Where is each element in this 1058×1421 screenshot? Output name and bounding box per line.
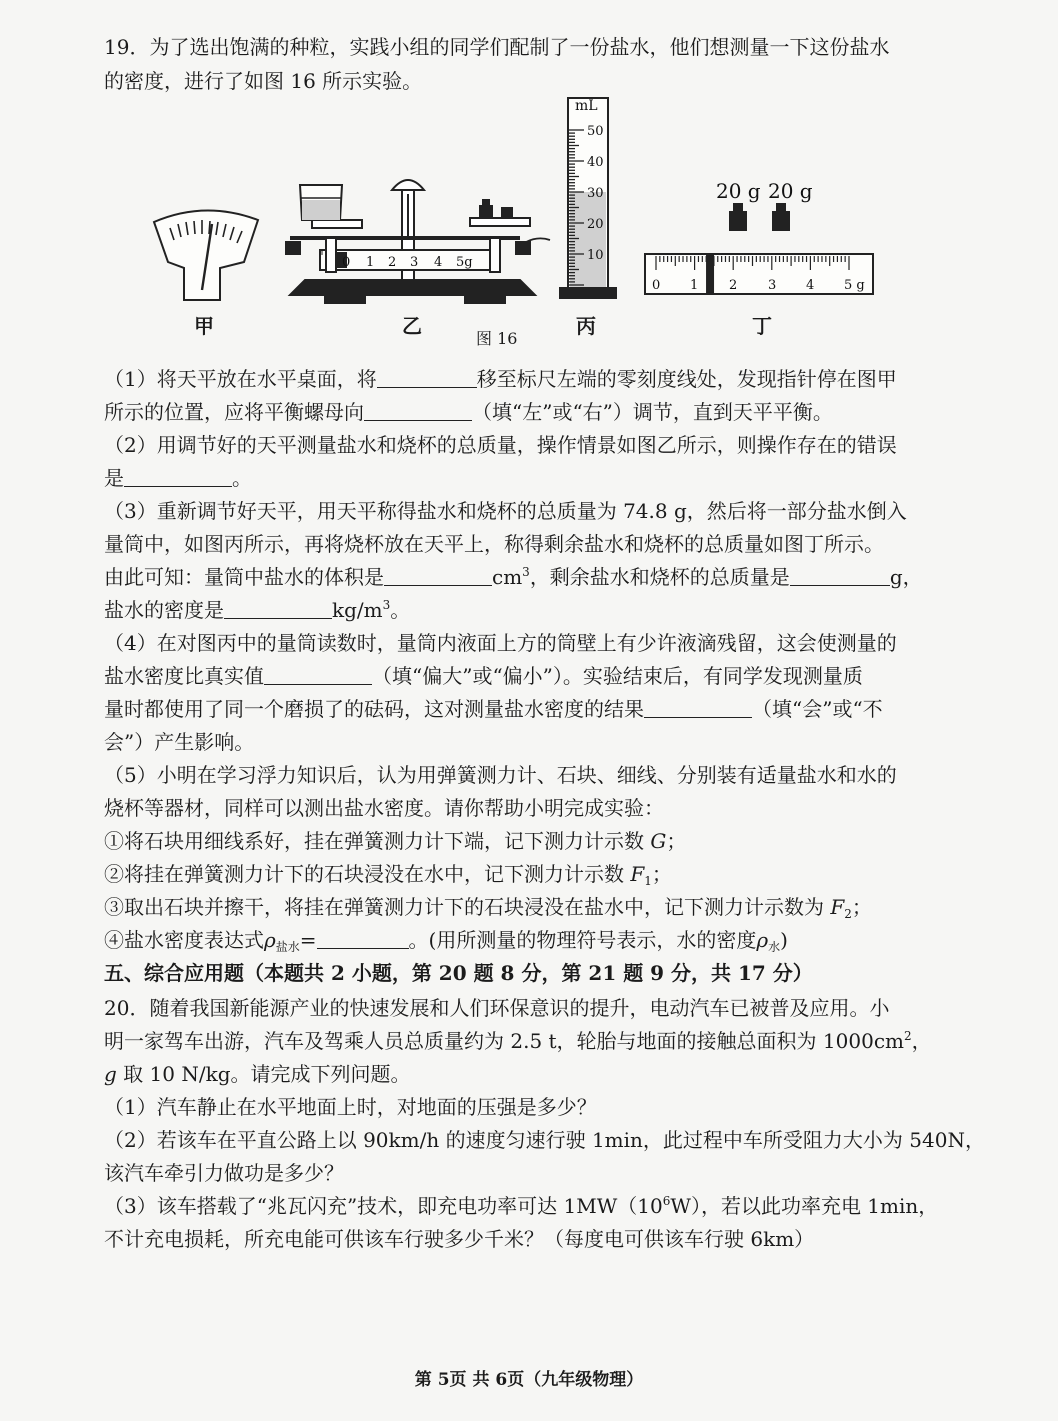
answer-blank[interactable] xyxy=(364,400,472,421)
balance-tick-4: 4 xyxy=(434,255,443,270)
figure-16 xyxy=(140,90,880,350)
q19-intro-line-2: 的密度，进行了如图 16 所示实验。 xyxy=(104,69,423,93)
text: cm xyxy=(492,565,523,589)
q19-p4-line-4: 会”）产生影响。 xyxy=(104,730,255,754)
cylinder-tick-10: 10 xyxy=(587,248,604,263)
text: （填“会”或“不 xyxy=(752,697,883,721)
superscript: 2 xyxy=(903,1029,912,1043)
q20-line-1: 20．随着我国新能源产业的快速发展和人们环保意识的提升，电动汽车已被普及应用。小 xyxy=(104,996,890,1020)
text: 所示的位置，应将平衡螺母向 xyxy=(104,400,364,424)
weights-ding xyxy=(645,204,873,294)
q19-p4-line-2 xyxy=(104,661,964,691)
subscript: 水 xyxy=(768,940,781,954)
weight-label-1: 20 g xyxy=(716,179,761,203)
symbol: g xyxy=(104,1062,117,1086)
answer-blank[interactable] xyxy=(644,697,752,718)
answer-blank[interactable] xyxy=(384,565,492,586)
q19-p5-line-1: （5）小明在学习浮力知识后，认为用弹簧测力计、石块、细线、分别装有适量盐水和水的 xyxy=(104,763,897,787)
text: （3）该车搭载了“兆瓦闪充”技术，即充电功率可达 1MW（10 xyxy=(104,1194,663,1218)
answer-blank[interactable] xyxy=(790,565,890,586)
balance-yi xyxy=(286,180,550,303)
text: kg/m xyxy=(332,598,383,622)
answer-blank[interactable] xyxy=(317,928,409,949)
dial-jia xyxy=(154,210,258,300)
q19-p1-line-2 xyxy=(104,397,964,427)
symbol: G xyxy=(650,829,667,853)
q19-p3-line-1: （3）重新调节好天平，用天平称得盐水和烧杯的总质量为 74.8 g，然后将一部分盐水倒入 xyxy=(104,499,907,523)
symbol: ρ xyxy=(756,928,769,952)
text: ④盐水密度表达式 xyxy=(104,928,264,952)
q19-p4-line-3 xyxy=(104,694,964,724)
q19-p3-line-3 xyxy=(104,562,964,592)
weight-20g-1 xyxy=(730,212,746,230)
text: ) xyxy=(780,928,788,952)
symbol: ρ xyxy=(264,928,276,952)
cylinder-tick-50: 50 xyxy=(587,124,604,139)
label-jia: 甲 xyxy=(194,314,214,338)
q20-line-2 xyxy=(104,1026,964,1056)
text: = xyxy=(299,928,317,952)
text: W），若以此功率充电 1min， xyxy=(670,1194,939,1218)
subscript: 1 xyxy=(644,874,652,888)
q20-line-3 xyxy=(104,1059,964,1089)
balance-tick-3: 3 xyxy=(410,255,419,270)
cylinder-tick-30: 30 xyxy=(587,186,604,201)
ruler-tick-5g: 5 g xyxy=(844,278,865,293)
text: 明一家驾车出游，汽车及驾乘人员总质量约为 2.5 t，轮胎与地面的接触总面积为 1000cm xyxy=(104,1029,904,1053)
text: 盐水密度比真实值 xyxy=(104,664,264,688)
q19-p3-line-2: 量筒中，如图丙所示，再将烧杯放在天平上，称得剩余盐水和烧杯的总质量如图丁所示。 xyxy=(104,532,884,556)
cylinder-unit: mL xyxy=(575,98,598,114)
text: ， xyxy=(911,1029,932,1053)
q19-p1-line-1 xyxy=(104,364,964,394)
text: 。 xyxy=(232,466,252,490)
answer-blank[interactable] xyxy=(264,664,372,685)
cylinder-liquid xyxy=(570,192,606,288)
text: 由此可知：量筒中盐水的体积是 xyxy=(104,565,384,589)
weight-label-2: 20 g xyxy=(768,179,813,203)
text: ①将石块用细线系好，挂在弹簧测力计下端，记下测力计示数 xyxy=(104,829,651,853)
answer-blank[interactable] xyxy=(224,598,332,619)
weight-labels xyxy=(716,179,813,203)
ruler-tick-3: 3 xyxy=(768,278,777,293)
text: ②将挂在弹簧测力计下的石块浸没在水中，记下测力计示数 xyxy=(104,862,631,886)
q19-intro-line-1: 19．为了选出饱满的种粒，实践小组的同学们配制了一份盐水，他们想测量一下这份盐水 xyxy=(104,35,890,59)
answer-blank[interactable] xyxy=(377,367,477,388)
q19-p5-line-2: 烧杯等器材，同样可以测出盐水密度。请你帮助小明完成实验： xyxy=(104,796,664,820)
text: （1）将天平放在水平桌面，将 xyxy=(104,367,377,391)
q20-line-7 xyxy=(104,1191,964,1221)
q19-p2-line-1: （2）用调节好的天平测量盐水和烧杯的总质量，操作情景如图乙所示，则操作存在的错误 xyxy=(104,433,897,457)
text: 移至标尺左端的零刻度线处，发现指针停在图甲 xyxy=(476,367,897,391)
text: 。 xyxy=(390,598,411,622)
ruler-tick-2: 2 xyxy=(729,278,738,293)
text: ③取出石块并擦干，将挂在弹簧测力计下的石块浸没在盐水中，记下测力计示数为 xyxy=(104,895,831,919)
superscript: 6 xyxy=(662,1194,671,1208)
text: 取 10 N/kg。请完成下列问题。 xyxy=(116,1062,411,1086)
q19-step-3 xyxy=(104,892,964,922)
q19-step-1 xyxy=(104,826,964,856)
text: ； xyxy=(651,862,672,886)
text: 是 xyxy=(104,466,124,490)
weight-20g-2 xyxy=(773,212,789,230)
superscript: 3 xyxy=(382,598,391,612)
subscript: 2 xyxy=(844,907,852,921)
q20-line-4: （1）汽车静止在水平地面上时，对地面的压强是多少？ xyxy=(104,1095,597,1119)
q19-step-2 xyxy=(104,859,964,889)
q19-p4-line-1: （4）在对图丙中的量筒读数时，量筒内液面上方的筒壁上有少许液滴残留，这会使测量的 xyxy=(104,631,897,655)
figure-caption: 图 16 xyxy=(476,329,518,348)
text: （填“偏大”或“偏小”）。实验结束后，有同学发现测量质 xyxy=(372,664,863,688)
ruler-rider xyxy=(706,254,714,294)
cylinder-tick-40: 40 xyxy=(587,155,604,170)
q20-line-8: 不计充电损耗，所充电能可供该车行驶多少千米？（每度电可供该车行驶 6km） xyxy=(104,1227,815,1251)
text: 。(用所测量的物理符号表示，水的密度 xyxy=(408,928,757,952)
balance-tick-0: 0 xyxy=(342,255,351,270)
q19-step-4 xyxy=(104,925,964,955)
ruler-tick-1: 1 xyxy=(690,278,699,293)
section-5-heading: 五、综合应用题（本题共 2 小题，第 20 题 8 分，第 21 题 9 分，共 17 分） xyxy=(104,961,813,985)
balance-tick-5g: 5g xyxy=(456,255,473,270)
q20-line-5: （2）若该车在平直公路上以 90km/h 的速度匀速行驶 1min，此过程中车所受阻力大小为 540N， xyxy=(104,1128,985,1152)
balance-tick-1: 1 xyxy=(366,255,375,270)
cylinder-tick-20: 20 xyxy=(587,217,604,232)
text: ； xyxy=(666,829,687,853)
label-bing: 丙 xyxy=(576,314,596,338)
balance-tick-2: 2 xyxy=(388,255,397,270)
answer-blank[interactable] xyxy=(124,466,232,487)
q20-line-6: 该汽车牵引力做功是多少？ xyxy=(104,1161,344,1185)
superscript: 3 xyxy=(522,565,530,579)
ruler-tick-4: 4 xyxy=(806,278,815,293)
symbol: F xyxy=(630,862,645,886)
ruler-tick-0: 0 xyxy=(652,278,661,293)
text: g， xyxy=(889,565,923,589)
label-ding: 丁 xyxy=(752,314,772,338)
subscript: 盐水 xyxy=(275,940,300,954)
text: （填“左”或“右”）调节，直到天平平衡。 xyxy=(472,400,833,424)
text: 盐水的密度是 xyxy=(104,598,224,622)
label-yi: 乙 xyxy=(402,314,422,338)
symbol: F xyxy=(830,895,845,919)
text: ，剩余盐水和烧杯的总质量是 xyxy=(529,565,790,589)
text: 量时都使用了同一个磨损了的砝码，这对测量盐水密度的结果 xyxy=(104,697,644,721)
page-footer: 第 5页 共 6页（九年级物理） xyxy=(414,1370,644,1390)
text: ； xyxy=(851,895,872,919)
q19-p3-line-4 xyxy=(104,595,964,625)
q19-p2-line-2 xyxy=(104,463,964,493)
